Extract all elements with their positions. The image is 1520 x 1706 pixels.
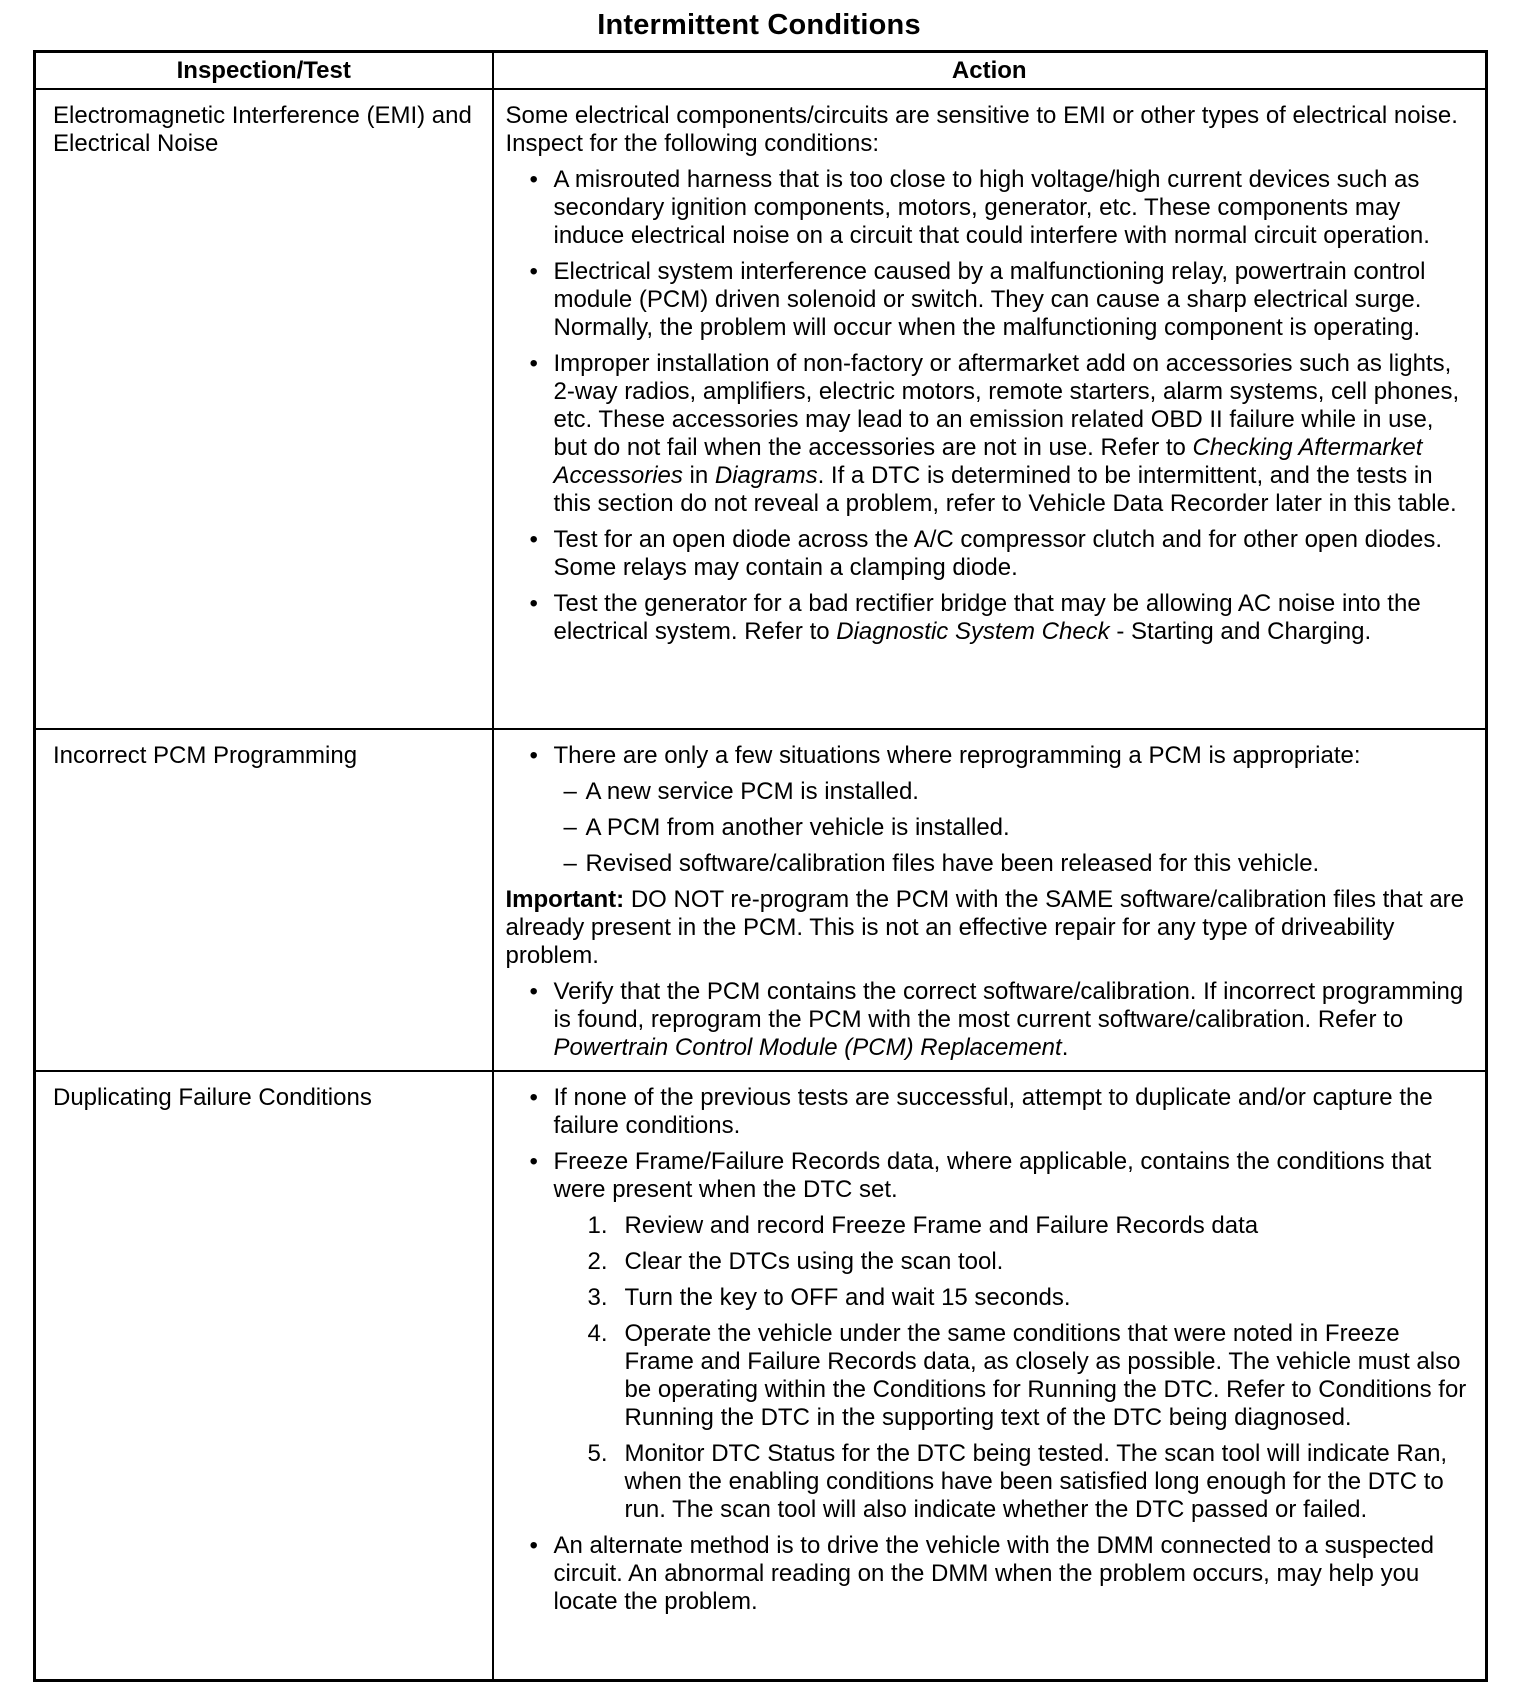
step-text: Review and record Freeze Frame and Failure Records data	[624, 1212, 1259, 1239]
numbered-step	[506, 1320, 1474, 1432]
inspection-cell: Incorrect PCM Programming	[35, 729, 493, 1071]
inspection-cell: Duplicating Failure Conditions	[35, 1071, 493, 1681]
table-row-duplicating-failure	[35, 1071, 1487, 1681]
action-cell	[493, 89, 1487, 729]
numbered-step	[506, 1248, 1474, 1276]
table-row-pcm-programming	[35, 729, 1487, 1071]
step-number: 5.	[587, 1440, 608, 1467]
column-header-inspection: Inspection/Test	[35, 52, 493, 90]
table-row-emi	[35, 89, 1487, 729]
list-item	[506, 742, 1474, 770]
action-cell	[493, 1071, 1487, 1681]
bullet-text: Test for an open diode across the A/C compressor clutch and for other open diodes. Some relays may contain a clamping diode.	[553, 526, 1443, 581]
document-page	[33, 0, 1485, 1682]
reference-link: Checking Aftermarket Accessories	[553, 434, 1423, 489]
bullet-icon: •	[529, 258, 538, 285]
text-segment: Verify that the PCM contains the correct software/calibration. If incorrect programming is found, reprogram the PCM with the most current software/calibration. Refer to	[553, 978, 1464, 1033]
bullet-icon: •	[529, 978, 538, 1005]
step-number: 4.	[587, 1320, 608, 1347]
reference-link: Diagrams	[714, 462, 818, 489]
step-number: 1.	[587, 1212, 608, 1239]
intermittent-conditions-table	[33, 50, 1488, 1682]
dash-item	[506, 814, 1474, 842]
dash-icon: –	[563, 778, 577, 805]
dash-icon: –	[563, 850, 577, 877]
text-segment: . If a DTC is determined to be intermittent, and the tests in this section do not reveal a problem, refer to Vehicle Data Recorder later in this table.	[553, 462, 1457, 517]
list-item	[506, 590, 1474, 646]
table-header-row	[35, 52, 1487, 90]
dash-item	[506, 850, 1474, 878]
bullet-icon: •	[529, 1084, 538, 1111]
list-item	[506, 1084, 1474, 1140]
list-item	[506, 526, 1474, 582]
bullet-text	[554, 978, 1464, 1061]
bullet-text	[554, 590, 1421, 645]
action-cell	[493, 729, 1487, 1071]
bullet-icon: •	[529, 590, 538, 617]
bullet-text: An alternate method is to drive the vehicle with the DMM connected to a suspected circuit. An abnormal reading on the DMM when the problem occurs, may help you locate the problem.	[553, 1532, 1434, 1615]
step-text: Monitor DTC Status for the DTC being tested. The scan tool will indicate Ran, when the enabling conditions have been satisfied long enough for the DTC to run. The scan tool will also indicate whether the DTC passed or failed.	[624, 1440, 1448, 1523]
step-number: 2.	[587, 1248, 608, 1275]
bullet-icon: •	[529, 350, 538, 377]
bullet-icon: •	[529, 742, 538, 769]
list-item	[506, 1148, 1474, 1204]
bullet-text: Electrical system interference caused by a malfunctioning relay, powertrain control module (PCM) driven solenoid or switch. They can cause a sharp electrical surge. Normally, the problem will occur when the malfunctioning component is operating.	[553, 258, 1426, 341]
dash-text: A new service PCM is installed.	[585, 778, 919, 805]
text-segment: - Starting and Charging.	[1109, 618, 1372, 645]
step-text: Operate the vehicle under the same conditions that were noted in Freeze Frame and Failure Records data, as closely as possible. The vehicle must also be operating within the Conditions for Running the DTC. Refer to Conditions for Running the DTC in the supporting text of the DTC being diagnosed.	[624, 1320, 1467, 1431]
important-note	[506, 886, 1474, 970]
text-segment: Test the generator for a bad rectifier bridge that may be allowing AC noise into the electrical system. Refer to	[553, 590, 1421, 645]
step-text: Clear the DTCs using the scan tool.	[624, 1248, 1004, 1275]
bullet-text: Freeze Frame/Failure Records data, where applicable, contains the conditions that were present when the DTC set.	[553, 1148, 1432, 1203]
reference-link: Powertrain Control Module (PCM) Replacement	[553, 1034, 1062, 1061]
page-title: Intermittent Conditions	[597, 9, 921, 41]
list-item	[506, 166, 1474, 250]
dash-text: A PCM from another vehicle is installed.	[585, 814, 1010, 841]
action-intro: Some electrical components/circuits are sensitive to EMI or other types of electrical noise. Inspect for the following conditions:	[505, 102, 1458, 157]
inspection-cell: Electromagnetic Interference (EMI) and Electrical Noise	[35, 89, 493, 729]
important-text: DO NOT re-program the PCM with the SAME software/calibration files that are already present in the PCM. This is not an effective repair for any type of driveability problem.	[505, 886, 1465, 969]
bullet-text: A misrouted harness that is too close to high voltage/high current devices such as secondary ignition components, motors, generator, etc. These components may induce electrical noise on a circuit that could interfere with normal circuit operation.	[553, 166, 1430, 249]
dash-text: Revised software/calibration files have been released for this vehicle.	[585, 850, 1320, 877]
important-label: Important:	[505, 886, 625, 913]
bullet-text: If none of the previous tests are successful, attempt to duplicate and/or capture the failure conditions.	[553, 1084, 1433, 1139]
list-item	[506, 258, 1474, 342]
bullet-text: There are only a few situations where reprogramming a PCM is appropriate:	[553, 742, 1361, 769]
reference-link: Diagnostic System Check	[836, 618, 1110, 645]
dash-item	[506, 778, 1474, 806]
list-item	[506, 350, 1474, 518]
bullet-text	[554, 350, 1460, 517]
numbered-step	[506, 1212, 1474, 1240]
dash-icon: –	[563, 814, 577, 841]
bullet-icon: •	[529, 526, 538, 553]
text-segment: .	[1061, 1034, 1069, 1061]
text-segment: in	[682, 462, 715, 489]
bullet-icon: •	[529, 1148, 538, 1175]
column-header-action: Action	[493, 52, 1487, 90]
bullet-icon: •	[529, 1532, 538, 1559]
text-segment: Improper installation of non-factory or aftermarket add on accessories such as lights, 2-way radios, amplifiers, electric motors, remote starters, alarm systems, cell phones, etc. These accessories may lead to an emission related OBD II failure while in use, but do not fail when the accessories are not in use. Refer to	[553, 350, 1460, 461]
list-item	[506, 978, 1474, 1062]
numbered-step	[506, 1284, 1474, 1312]
step-text: Turn the key to OFF and wait 15 seconds.	[624, 1284, 1071, 1311]
step-number: 3.	[587, 1284, 608, 1311]
list-item	[506, 1532, 1474, 1616]
numbered-step	[506, 1440, 1474, 1524]
bullet-icon: •	[529, 166, 538, 193]
